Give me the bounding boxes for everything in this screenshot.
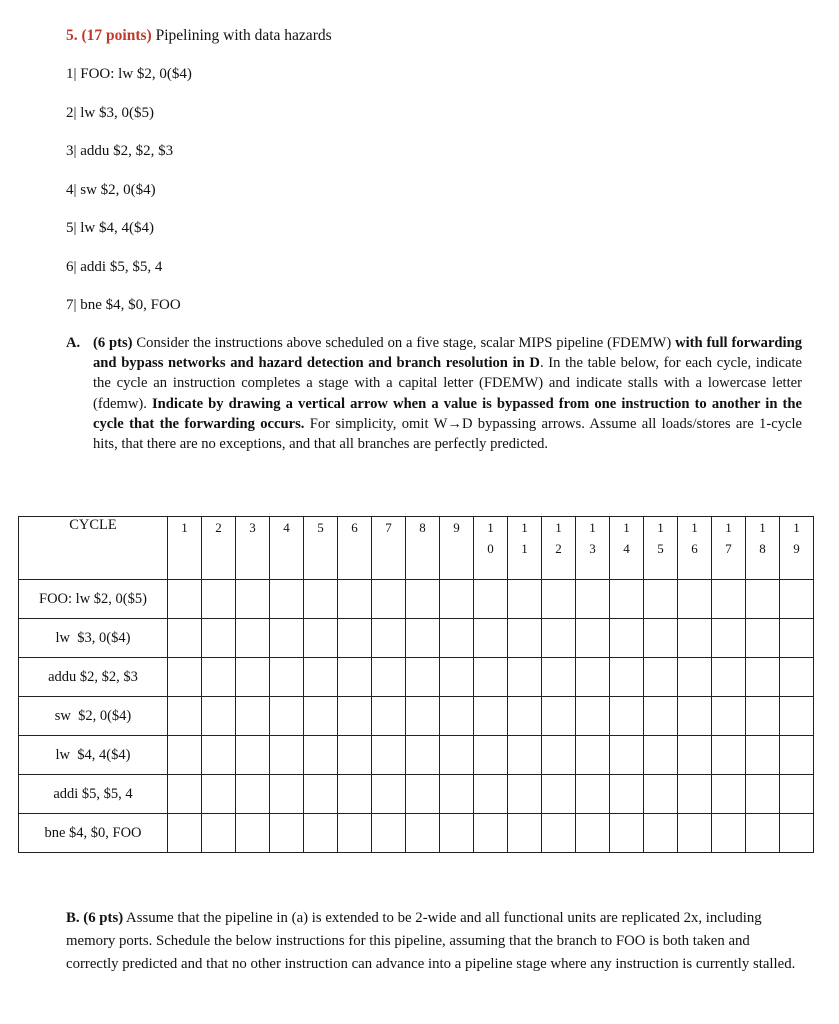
stage-cell[interactable] [168,814,202,853]
stage-cell[interactable] [508,736,542,775]
stage-cell[interactable] [780,580,814,619]
stage-cell[interactable] [202,736,236,775]
stage-cell[interactable] [270,775,304,814]
cycle-digit-top: 1 [555,520,562,535]
stage-cell[interactable] [610,775,644,814]
stage-cell[interactable] [508,775,542,814]
stage-cell[interactable] [644,736,678,775]
stage-cell[interactable] [338,697,372,736]
stage-cell[interactable] [202,658,236,697]
instruction-row-label: lw $4, 4($4) [19,736,168,775]
part-b-text: Assume that the pipeline in (a) is extended to be 2-wide and all functional units are replicated 2x, including memory ports. Schedule the below instructions for this pipeline, assuming that the branch to FOO is both taken and correctly predicted and that no other instruction can advance into a pipeline stage where any instruction is currently stalled. [66,910,796,972]
stage-cell[interactable] [746,697,780,736]
instruction-line-6: 6| addi $5, $5, 4 [66,259,163,275]
stage-cell[interactable] [304,619,338,658]
stage-cell[interactable] [236,736,270,775]
instruction-row-label: FOO: lw $2, 0($5) [19,580,168,619]
stage-cell[interactable] [678,814,712,853]
stage-cell[interactable] [168,619,202,658]
instruction-line-4: 4| sw $2, 0($4) [66,182,156,198]
cycle-digit-top: 3 [249,520,256,535]
instruction-row-label: lw $3, 0($4) [19,619,168,658]
stage-cell[interactable] [712,775,746,814]
stage-cell[interactable] [406,658,440,697]
stage-cell[interactable] [678,580,712,619]
stage-cell[interactable] [780,658,814,697]
stage-cell[interactable] [372,619,406,658]
stage-cell[interactable] [610,697,644,736]
part-a-text-3: For simplicity, omit W→D bypassing arrows. Assume all loads/stores are 1-cycle hits, that there are no exceptions, and that all branches are perfectly predicted. [93,415,802,453]
cycle-number-6 [338,517,372,580]
stage-cell[interactable] [780,775,814,814]
cycle-number-18 [746,517,780,580]
stage-cell[interactable] [474,658,508,697]
cycle-number-4 [270,517,304,580]
stage-cell[interactable] [712,736,746,775]
instruction-row [19,580,814,619]
cycle-header-label: CYCLE [19,517,168,580]
cycle-digit-top: 1 [793,520,800,535]
stage-cell[interactable] [746,580,780,619]
stage-cell[interactable] [780,736,814,775]
stage-cell[interactable] [440,697,474,736]
cycle-digit-bottom: 4 [623,541,630,556]
stage-cell[interactable] [372,775,406,814]
stage-cell[interactable] [236,580,270,619]
cycle-digit-top: 5 [317,520,324,535]
stage-cell[interactable] [338,814,372,853]
stage-cell[interactable] [678,658,712,697]
stage-cell[interactable] [440,736,474,775]
instruction-row [19,619,814,658]
stage-cell[interactable] [236,775,270,814]
pipeline-cycle-table [18,516,814,853]
cycle-number-14 [610,517,644,580]
stage-cell[interactable] [406,697,440,736]
stage-cell[interactable] [440,775,474,814]
stage-cell[interactable] [508,697,542,736]
part-a-label: A. [66,335,81,351]
cycle-digit-top: 7 [385,520,392,535]
cycle-number-10 [474,517,508,580]
instruction-row-label: bne $4, $0, FOO [19,814,168,853]
stage-cell[interactable] [542,736,576,775]
stage-cell[interactable] [678,619,712,658]
stage-cell[interactable] [338,658,372,697]
stage-cell[interactable] [644,619,678,658]
instruction-row [19,736,814,775]
stage-cell[interactable] [474,619,508,658]
stage-cell[interactable] [576,580,610,619]
cycle-digit-top: 1 [691,520,698,535]
cycle-number-5 [304,517,338,580]
stage-cell[interactable] [576,736,610,775]
stage-cell[interactable] [406,814,440,853]
cycle-digit-bottom: 6 [691,541,698,556]
cycle-number-8 [406,517,440,580]
stage-cell[interactable] [576,814,610,853]
stage-cell[interactable] [576,658,610,697]
cycle-digit-bottom: 7 [725,541,732,556]
cycle-digit-top: 8 [419,520,426,535]
instruction-row [19,814,814,853]
stage-cell[interactable] [780,697,814,736]
stage-cell[interactable] [678,697,712,736]
stage-cell[interactable] [440,658,474,697]
stage-cell[interactable] [202,580,236,619]
stage-cell[interactable] [610,580,644,619]
stage-cell[interactable] [508,658,542,697]
stage-cell[interactable] [304,658,338,697]
stage-cell[interactable] [440,814,474,853]
stage-cell[interactable] [202,775,236,814]
instruction-row [19,658,814,697]
stage-cell[interactable] [712,658,746,697]
question-title-text: Pipelining with data hazards [155,27,332,44]
stage-cell[interactable] [270,814,304,853]
stage-cell[interactable] [746,658,780,697]
instruction-line-1: 1| FOO: lw $2, 0($4) [66,66,192,82]
instruction-line-2: 2| lw $3, 0($5) [66,105,154,121]
stage-cell[interactable] [440,619,474,658]
cycle-digit-bottom: 0 [487,541,494,556]
stage-cell[interactable] [474,697,508,736]
cycle-digit-top: 6 [351,520,358,535]
stage-cell[interactable] [372,697,406,736]
stage-cell[interactable] [406,736,440,775]
stage-cell[interactable] [236,619,270,658]
stage-cell[interactable] [644,658,678,697]
stage-cell[interactable] [440,580,474,619]
part-b-paragraph [66,907,806,975]
stage-cell[interactable] [576,619,610,658]
stage-cell[interactable] [372,580,406,619]
stage-cell[interactable] [304,697,338,736]
cycle-number-3 [236,517,270,580]
stage-cell[interactable] [508,619,542,658]
cycle-number-16 [678,517,712,580]
cycle-number-9 [440,517,474,580]
cycle-header-row [19,517,814,580]
stage-cell[interactable] [270,658,304,697]
stage-cell[interactable] [270,697,304,736]
stage-cell[interactable] [338,775,372,814]
stage-cell[interactable] [168,697,202,736]
instruction-row [19,775,814,814]
stage-cell[interactable] [542,814,576,853]
stage-cell[interactable] [168,775,202,814]
stage-cell[interactable] [372,814,406,853]
stage-cell[interactable] [236,814,270,853]
cycle-digit-top: 1 [521,520,528,535]
stage-cell[interactable] [780,814,814,853]
stage-cell[interactable] [712,619,746,658]
stage-cell[interactable] [236,658,270,697]
part-a-text-1: Consider the instructions above scheduled on a five stage, scalar MIPS pipeline (FDEMW) [132,335,676,351]
cycle-number-13 [576,517,610,580]
stage-cell[interactable] [644,580,678,619]
cycle-digit-top: 2 [215,520,222,535]
cycle-digit-top: 1 [181,520,188,535]
stage-cell[interactable] [372,658,406,697]
cycle-number-7 [372,517,406,580]
stage-cell[interactable] [746,736,780,775]
part-a-bold-1: with full forwarding and bypass networks and hazard detection and branch resolution in D [93,335,803,372]
part-a-points: (6 pts) [93,335,133,351]
stage-cell[interactable] [474,814,508,853]
part-b-points: B. (6 pts) [66,910,124,926]
cycle-digit-bottom: 2 [555,541,562,556]
stage-cell[interactable] [508,814,542,853]
stage-cell[interactable] [304,814,338,853]
stage-cell[interactable] [542,697,576,736]
stage-cell[interactable] [610,814,644,853]
instruction-line-7: 7| bne $4, $0, FOO [66,297,181,313]
stage-cell[interactable] [712,697,746,736]
cycle-digit-top: 1 [657,520,664,535]
stage-cell[interactable] [474,775,508,814]
stage-cell[interactable] [338,736,372,775]
cycle-digit-top: 1 [589,520,596,535]
stage-cell[interactable] [610,736,644,775]
instruction-row-label: addu $2, $2, $3 [19,658,168,697]
stage-cell[interactable] [202,619,236,658]
stage-cell[interactable] [712,580,746,619]
stage-cell[interactable] [372,736,406,775]
stage-cell[interactable] [610,658,644,697]
stage-cell[interactable] [678,775,712,814]
stage-cell[interactable] [270,619,304,658]
stage-cell[interactable] [508,580,542,619]
instruction-row-label: addi $5, $5, 4 [19,775,168,814]
stage-cell[interactable] [338,619,372,658]
stage-cell[interactable] [168,580,202,619]
cycle-number-19 [780,517,814,580]
cycle-digit-bottom: 9 [793,541,800,556]
stage-cell[interactable] [610,619,644,658]
stage-cell[interactable] [406,619,440,658]
instruction-line-3: 3| addu $2, $2, $3 [66,143,174,159]
stage-cell[interactable] [406,580,440,619]
part-a-text-2: . In the table below, for each cycle, indicate the cycle an instruction completes a stage with a capital letter (FDEMW) and indicate stalls with a lowercase letter (fdemw). [93,355,802,412]
stage-cell[interactable] [202,814,236,853]
cycle-digit-bottom: 3 [589,541,596,556]
stage-cell[interactable] [746,619,780,658]
stage-cell[interactable] [338,580,372,619]
part-a-bold-2: Indicate by drawing a vertical arrow when a value is bypassed from one instruction to another in the cycle that the forwarding occurs. [93,395,802,432]
cycle-number-15 [644,517,678,580]
question-number: 5. (17 points) [66,27,152,44]
stage-cell[interactable] [270,580,304,619]
stage-cell[interactable] [236,697,270,736]
stage-cell[interactable] [168,658,202,697]
stage-cell[interactable] [542,619,576,658]
cycle-digit-bottom: 8 [759,541,766,556]
stage-cell[interactable] [304,580,338,619]
stage-cell[interactable] [576,775,610,814]
cycle-number-11 [508,517,542,580]
stage-cell[interactable] [644,814,678,853]
stage-cell[interactable] [644,775,678,814]
stage-cell[interactable] [270,736,304,775]
stage-cell[interactable] [746,775,780,814]
stage-cell[interactable] [304,775,338,814]
cycle-digit-bottom: 5 [657,541,664,556]
stage-cell[interactable] [474,736,508,775]
stage-cell[interactable] [746,814,780,853]
part-a-paragraph [66,333,802,454]
stage-cell[interactable] [542,658,576,697]
stage-cell[interactable] [406,775,440,814]
stage-cell[interactable] [576,697,610,736]
cycle-digit-bottom: 1 [521,541,528,556]
stage-cell[interactable] [202,697,236,736]
cycle-number-1 [168,517,202,580]
stage-cell[interactable] [542,775,576,814]
cycle-digit-top: 1 [759,520,766,535]
instruction-line-5: 5| lw $4, 4($4) [66,220,154,236]
instruction-row-label: sw $2, 0($4) [19,697,168,736]
cycle-digit-top: 4 [283,520,290,535]
stage-cell[interactable] [644,697,678,736]
cycle-digit-top: 9 [453,520,460,535]
stage-cell[interactable] [542,580,576,619]
cycle-number-17 [712,517,746,580]
cycle-number-12 [542,517,576,580]
stage-cell[interactable] [712,814,746,853]
cycle-digit-top: 1 [623,520,630,535]
instruction-row [19,697,814,736]
stage-cell[interactable] [780,619,814,658]
cycle-digit-top: 1 [725,520,732,535]
cycle-digit-top: 1 [487,520,494,535]
stage-cell[interactable] [678,736,712,775]
stage-cell[interactable] [168,736,202,775]
question-title [66,27,332,45]
stage-cell[interactable] [304,736,338,775]
stage-cell[interactable] [474,580,508,619]
cycle-number-2 [202,517,236,580]
